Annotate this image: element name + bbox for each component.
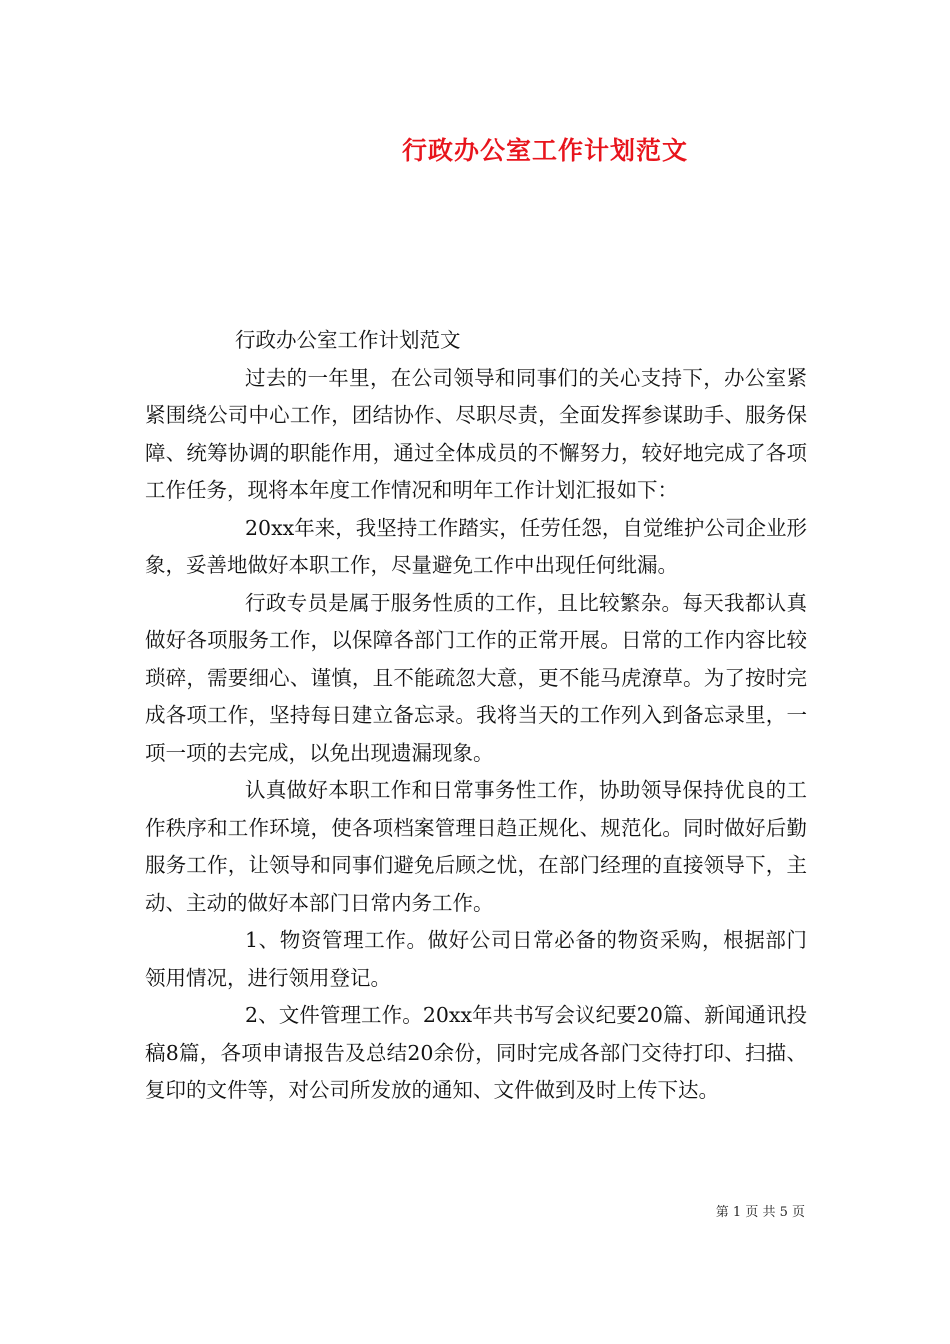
page-number-footer: 第 1 页 共 5 页	[715, 1205, 805, 1220]
paragraph-supplies-management: 1、物资管理工作。做好公司日常必备的物资采购，根据部门领用情况，进行领用登记。	[145, 928, 807, 990]
paragraph-admin-service: 行政专员是属于服务性质的工作，且比较繁杂。每天我都认真做好各项服务工作，以保障各部门工作的正常开展。日常的工作内容比较琐碎，需要细心、谨慎，且不能疏忽大意，更不能马虎潦草。为了按时完成各项工作，坚持每日建立备忘录。我将当天的工作列入到备忘录里，一项一项的去完成，以免出现遗漏现象。	[145, 590, 807, 765]
document-subtitle: 行政办公室工作计划范文	[235, 328, 461, 352]
paragraph-intro: 过去的一年里，在公司领导和同事们的关心支持下，办公室紧紧围绕公司中心工作，团结协作、尽职尽责，全面发挥参谋助手、服务保障、统筹协调的职能作用，通过全体成员的不懈努力，较好地完成了各项工作任务，现将本年度工作情况和明年工作计划汇报如下：	[145, 365, 807, 502]
paragraph-work-attitude: 20xx年来，我坚持工作踏实，任劳任怨，自觉维护公司企业形象，妥善地做好本职工作，尽量避免工作中出现任何纰漏。	[145, 515, 807, 577]
paragraph-document-management: 2、文件管理工作。20xx年共书写会议纪要20篇、新闻通讯投稿8篇，各项申请报告及总结20余份，同时完成各部门交待打印、扫描、复印的文件等，对公司所发放的通知、文件做到及时上传下达。	[145, 1003, 807, 1102]
paragraph-daily-affairs: 认真做好本职工作和日常事务性工作，协助领导保持优良的工作秩序和工作环境，使各项档案管理日趋正规化、规范化。同时做好后勤服务工作，让领导和同事们避免后顾之忧，在部门经理的直接领导下，主动、主动的做好本部门日常内务工作。	[145, 778, 807, 915]
document-body	[145, 322, 807, 1110]
page-title: 行政办公室工作计划范文	[401, 136, 688, 165]
